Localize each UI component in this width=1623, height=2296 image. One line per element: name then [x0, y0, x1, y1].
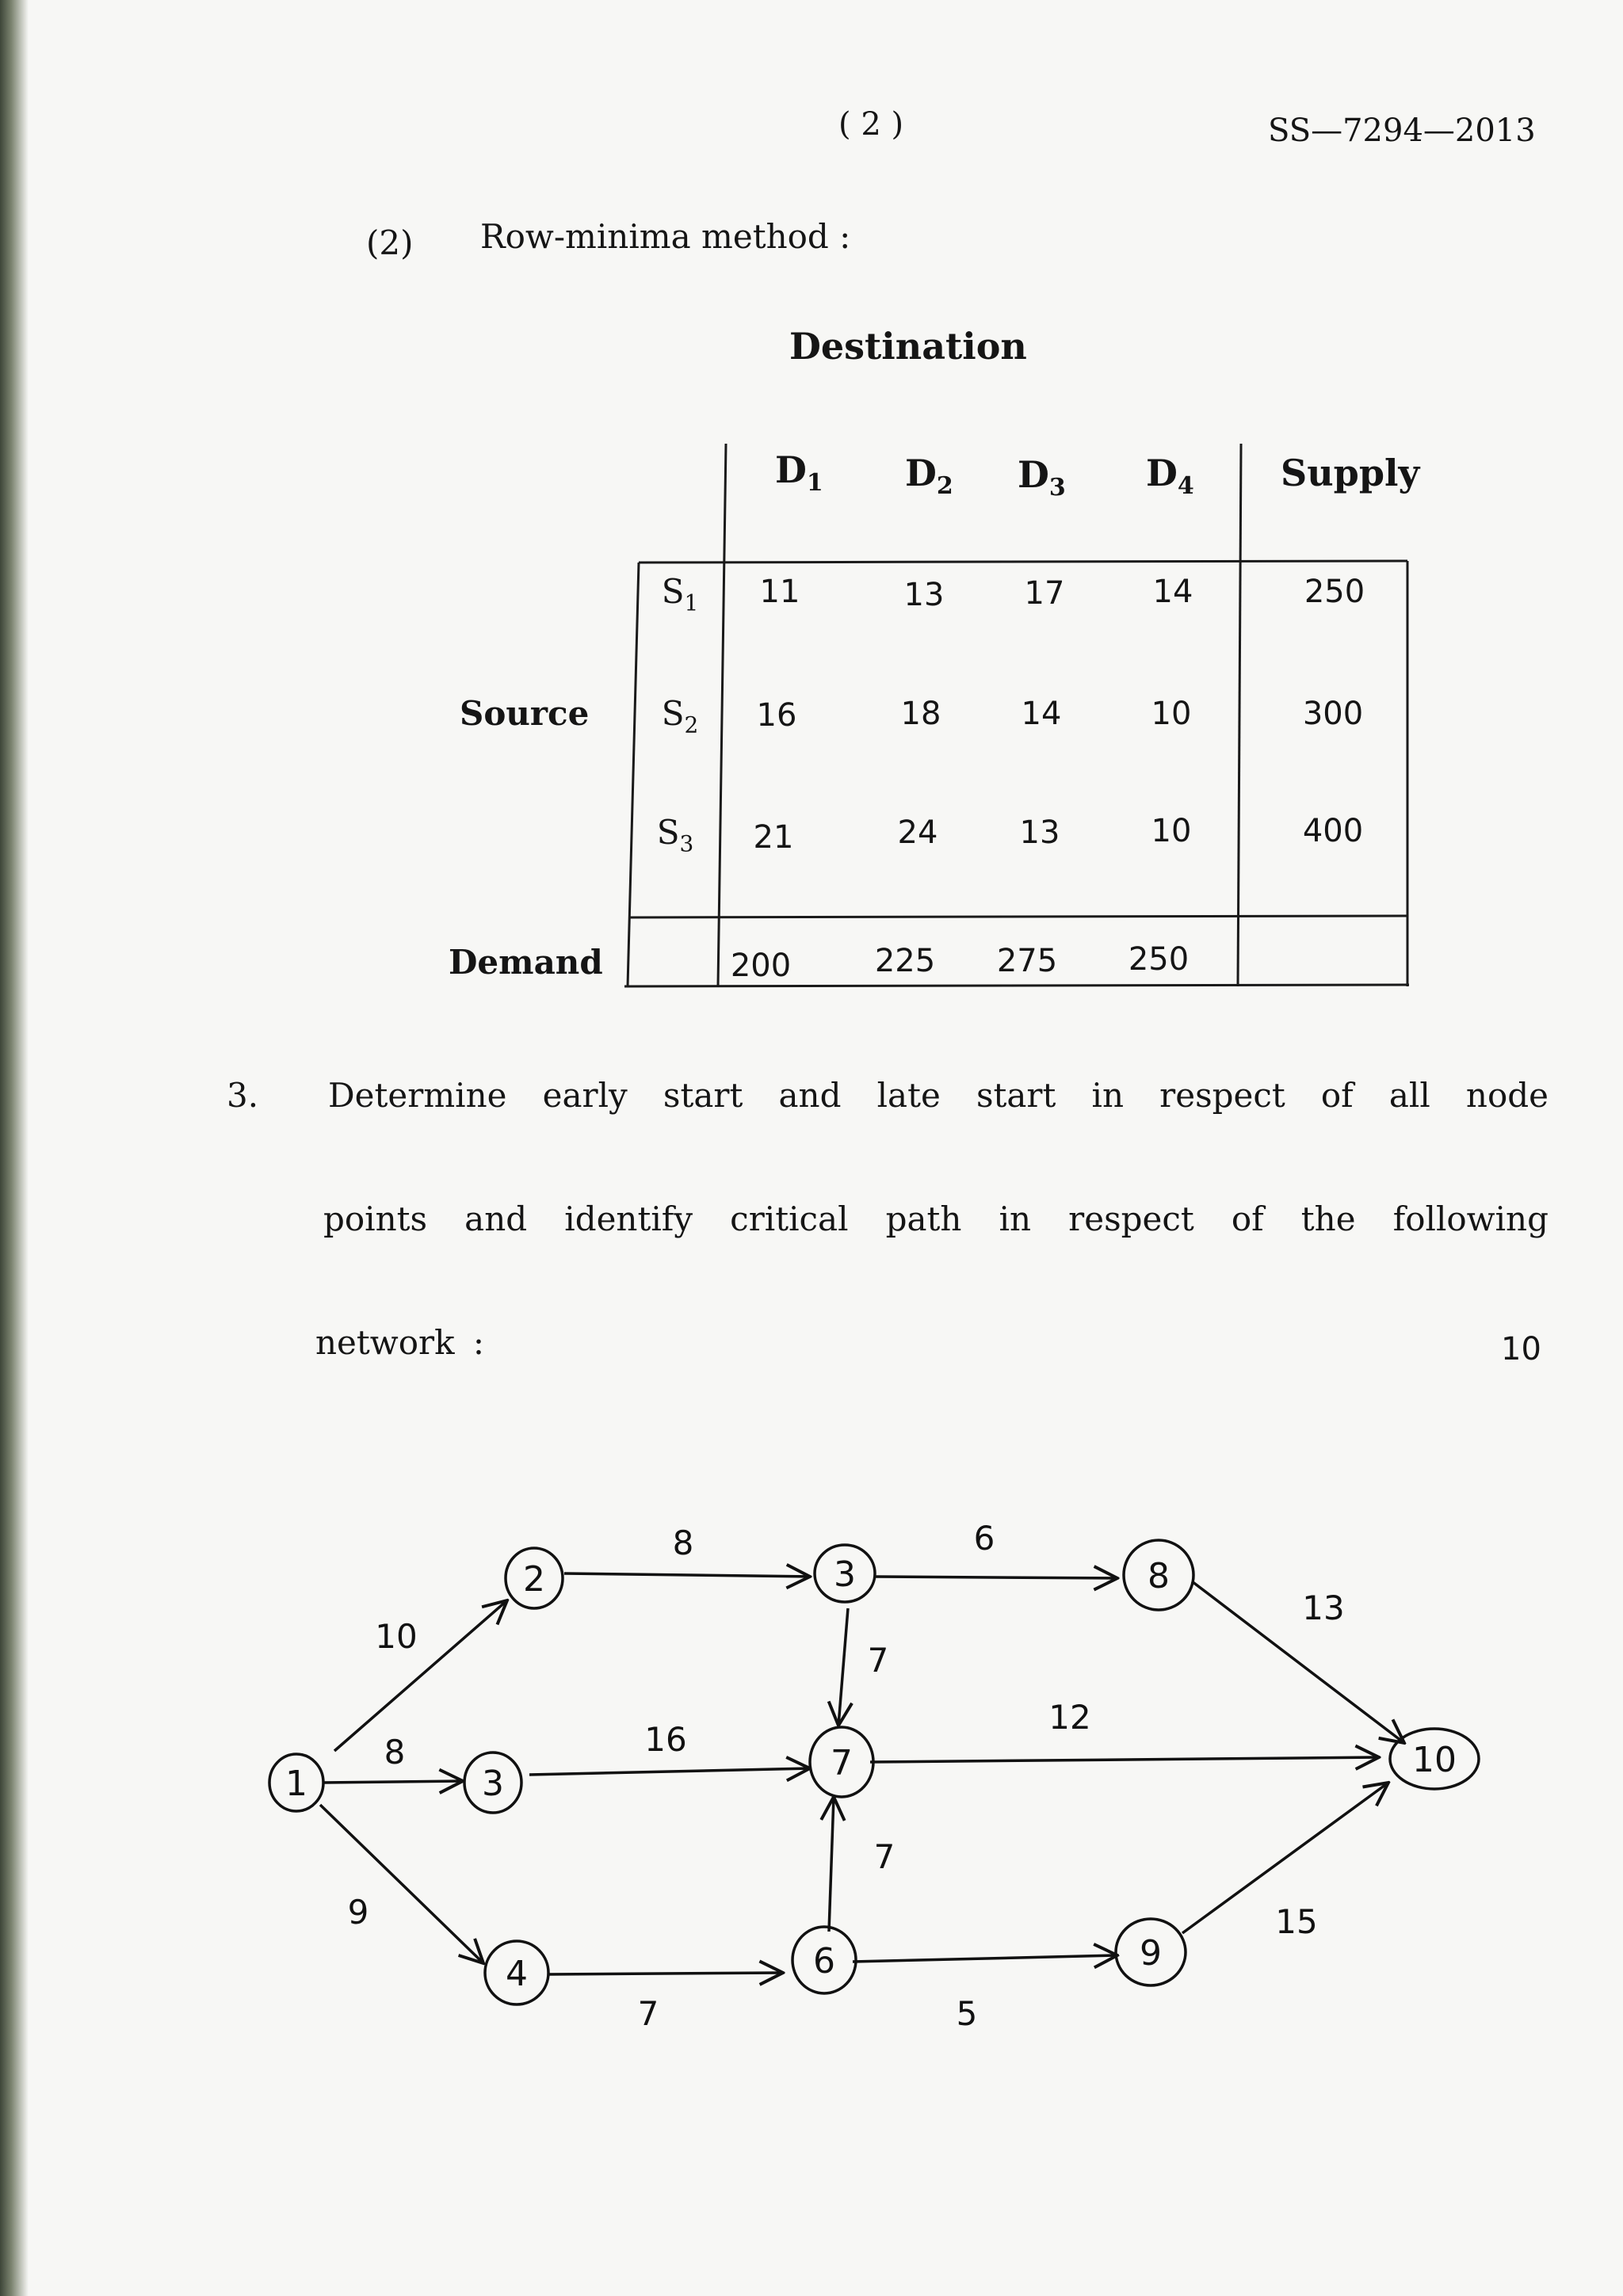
edge-weight: 7 — [873, 1837, 896, 1876]
part-label: (2) — [366, 223, 414, 262]
cost-cell: 24 — [897, 814, 938, 851]
cost-cell: 14 — [1021, 696, 1062, 732]
node-label: 8 — [1148, 1556, 1170, 1596]
edge-6-7 — [829, 1797, 834, 1932]
node-label: 3 — [834, 1554, 856, 1595]
cost-cell: 11 — [759, 574, 800, 610]
source-label: Source — [460, 694, 590, 733]
supply-cell: 300 — [1302, 696, 1364, 732]
edge-2-3 — [564, 1573, 810, 1577]
page-number: ( 2 ) — [838, 106, 904, 143]
node-label: 10 — [1412, 1740, 1457, 1780]
edge-7-10 — [870, 1757, 1379, 1762]
edge-weight: 7 — [867, 1641, 889, 1680]
supply-cell: 250 — [1304, 574, 1365, 610]
question-number: 3. — [227, 1076, 259, 1115]
cost-cell: 17 — [1024, 575, 1065, 612]
edge-weight: 5 — [956, 1994, 978, 2033]
edge-weight: 16 — [644, 1720, 687, 1759]
edge-1-3 — [323, 1781, 463, 1783]
dest-header-1: $D_1$ — [775, 448, 823, 498]
dest-header-2: $D_2$ — [905, 452, 953, 501]
edge-3-7 — [529, 1768, 810, 1775]
demand-cell: 200 — [730, 948, 792, 984]
node-label: 7 — [831, 1743, 853, 1783]
question-line-3: network : — [315, 1323, 485, 1362]
node-label: 1 — [285, 1764, 307, 1804]
edge-6-9 — [853, 1955, 1117, 1962]
demand-cell: 250 — [1128, 941, 1190, 978]
paper-code: SS—7294—2013 — [1268, 113, 1536, 149]
demand-cell: 225 — [874, 943, 936, 979]
edge-weight: 8 — [672, 1524, 694, 1562]
edge-weight: 6 — [973, 1519, 995, 1558]
edge-weight: 10 — [375, 1617, 418, 1656]
dest-header-3: $D_3$ — [1018, 453, 1066, 502]
node-label: 4 — [506, 1954, 528, 1994]
edge-3-8 — [875, 1577, 1117, 1578]
source-row-label-2: $S_2$ — [661, 694, 699, 738]
question-line-1: Determine early start and late start in respect of all node — [328, 1076, 1549, 1115]
question-marks: 10 — [1501, 1331, 1541, 1367]
cost-cell: 14 — [1152, 574, 1193, 610]
edge-1-2 — [334, 1600, 507, 1751]
edge-4-6 — [548, 1973, 783, 1974]
edge-weight: 12 — [1048, 1698, 1091, 1737]
supply-header: Supply — [1281, 452, 1420, 494]
edge-weight: 15 — [1275, 1902, 1318, 1941]
supply-cell: 400 — [1302, 813, 1364, 849]
edge-8-10 — [1192, 1581, 1404, 1743]
dest-header-4: $D_4$ — [1146, 452, 1194, 501]
edge-3-7-vertical — [838, 1608, 848, 1726]
cost-cell: 13 — [903, 577, 945, 613]
cost-cell: 10 — [1151, 696, 1192, 732]
demand-label: Demand — [449, 943, 603, 982]
cost-cell: 21 — [753, 819, 794, 856]
part-title: Row-minima method : — [480, 217, 851, 256]
edge-weight: 13 — [1302, 1589, 1345, 1627]
source-row-label-1: $S_1$ — [661, 572, 699, 616]
cost-cell: 13 — [1019, 814, 1060, 851]
cost-cell: 18 — [900, 696, 941, 732]
cost-cell: 16 — [756, 697, 797, 734]
node-label: 3 — [482, 1764, 504, 1804]
edge-weight: 9 — [347, 1893, 369, 1932]
edge-1-4 — [320, 1805, 483, 1963]
edge-weight: 7 — [637, 1994, 659, 2033]
question-line-2: points and identify critical path in respect of the following — [323, 1199, 1549, 1238]
demand-cell: 275 — [996, 943, 1058, 979]
source-row-label-3: $S_3$ — [656, 813, 694, 857]
node-label: 9 — [1140, 1933, 1162, 1974]
node-label: 2 — [523, 1559, 545, 1600]
table-title: Destination — [789, 325, 1027, 368]
node-label: 6 — [813, 1941, 835, 1981]
cost-cell: 10 — [1151, 813, 1192, 849]
edge-weight: 8 — [384, 1733, 406, 1772]
